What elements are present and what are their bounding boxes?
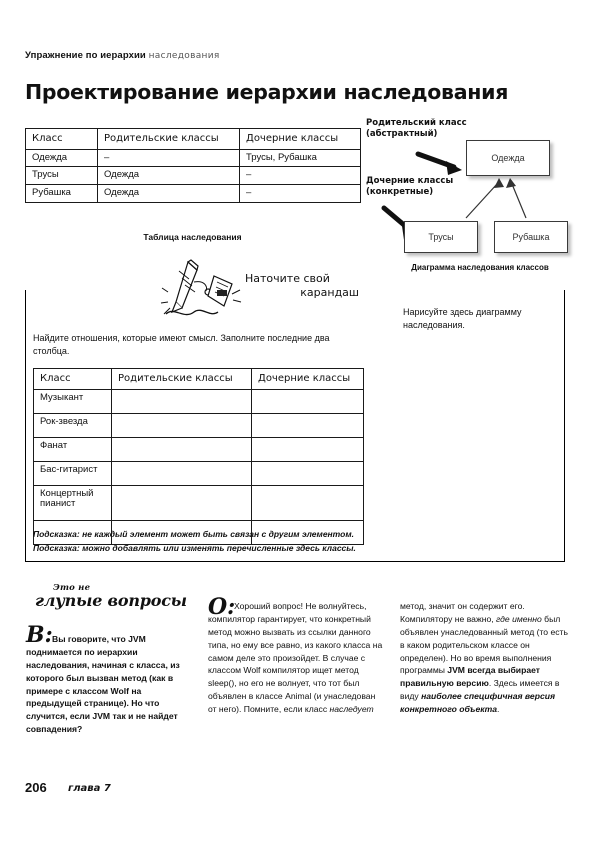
diagram-annotation-parent [366,118,467,141]
answer-part-3-end: . [497,704,500,715]
table-row [34,461,364,485]
answer-part-3-pre: Компилятору не важно, [400,613,497,624]
table-row [34,389,364,413]
cell-parents-blank[interactable] [112,461,252,485]
cell-class: Бас-гитарист [34,461,112,485]
question-body: Вы говорите, что JVM поднимается по иерархии наследования, начиная с класса, из которого был вызван метод (как в примере с классом Wolf на предыдущей странице). Но что случится, если JVM так и не найдет совпадения? [26,634,180,735]
running-head-hand: наследования [148,51,220,61]
cell-class: Одежда [26,149,98,167]
table-row [34,437,364,461]
answer-part-1-italic: наследует [329,704,374,715]
table-header-row [34,369,364,390]
column-header-class: Класс [34,369,112,390]
cell-class: Музыкант [34,389,112,413]
running-head [25,50,220,61]
cell-class: Трусы [26,167,98,185]
table-row [34,485,364,520]
cell-children: – [240,167,361,185]
annotation-child-line2: (конкретные) [366,187,434,198]
annotation-child-line1: Дочерние классы [366,176,454,186]
sharpen-line-1: Наточите свой [245,272,330,285]
diagram-node-child-right: Рубашка [494,221,568,253]
answer-part-1 [208,600,383,716]
cell-children: – [240,185,361,203]
answer-part-2: метод, значит он содержит его. [400,601,525,611]
answer-part-3-italic: где именно [496,613,542,624]
table-row [26,149,361,167]
cell-children-blank[interactable] [252,461,364,485]
diagram-annotation-children [366,176,453,199]
dumb-questions-heading [35,583,235,610]
column-header-class: Класс [26,129,98,150]
cell-class: Фанат [34,437,112,461]
question-text [26,633,186,736]
sharpen-your-pencil-label [245,272,365,300]
cell-parents-blank[interactable] [112,389,252,413]
cell-children-blank[interactable] [252,413,364,437]
cell-children: Трусы, Рубашка [240,149,361,167]
column-header-children: Дочерние классы [240,129,361,150]
table-row [26,167,361,185]
inheritance-table-caption: Таблица наследования [143,232,242,242]
cell-children-blank[interactable] [252,485,364,520]
cell-parents: – [98,149,240,167]
draw-diagram-prompt: Нарисуйте здесь диаграмму наследования. [403,307,522,331]
cell-parents-blank[interactable] [112,413,252,437]
annotation-parent-line1: Родительский класс [366,118,467,128]
cell-parents-blank[interactable] [112,437,252,461]
inheritance-table-example [25,128,361,203]
diagram-node-child-left: Трусы [404,221,478,253]
cell-parents: Одежда [98,185,240,203]
answer-text-column-2 [400,600,572,716]
hint-1: Подсказка: не каждый элемент может быть связан с другим элементом. [33,529,354,539]
class-inheritance-diagram [366,118,594,258]
column-header-children: Дочерние классы [252,369,364,390]
question-glyph: В: [26,622,53,648]
answer-text-column-1 [208,600,383,716]
cell-parents: Одежда [98,167,240,185]
annotation-parent-line2: (абстрактный) [366,129,438,140]
diagram-node-parent: Одежда [466,140,550,176]
answer-part-3-post: . Здесь имеется в виду [400,678,560,702]
cell-class: Рубашка [26,185,98,203]
inheritance-table-worksheet[interactable] [33,368,364,545]
table-row [26,185,361,203]
page-number: 206 [25,780,47,795]
answer-part-3-mid: был объявлен унаследованный метод (то есть в каком родительском классе он определен). Но во время выполнения программы [400,613,568,676]
sharpen-line-2: карандаш [300,285,359,299]
column-header-parents: Родительские классы [98,129,240,150]
cell-parents-blank[interactable] [112,485,252,520]
exercise-instructions: Найдите отношения, которые имеют смысл. Заполните последние два столбца. [33,333,330,357]
running-head-bold: Упражнение по иерархии [25,50,146,61]
dumb-questions-heading-big: глупые вопросы [35,591,187,610]
dumb-questions-heading-small: Это не [53,583,91,593]
cell-children-blank[interactable] [252,389,364,413]
answer-part-3-bold: JVM всегда выбирает правильную версию [400,665,540,689]
answer-part-3-bolditalic: наиболее специфичная версия конкретного объекта [400,691,556,715]
answer-part-1-text: Хороший вопрос! Не волнуйтесь, компилятор гарантирует, что конкретный метод можно вызвать из ссылки данного типа, но ему все равно, из какого класса на самом деле это произойдет. В случае с классом Wolf компилятор ищет метод sleep(), но его не волнует, что тот был объявлен в классе Animal (и унаследован от него). Помните, если класс [208,601,383,715]
table-row [34,413,364,437]
cell-class: Рок-звезда [34,413,112,437]
cell-class: Концертный пианист [34,485,112,520]
table-header-row [26,129,361,150]
exercise-hints [33,528,393,555]
hint-2: Подсказка: можно добавлять или изменять перечисленные здесь классы. [33,542,356,553]
page-title: Проектирование иерархии наследования [25,80,509,104]
cell-children-blank[interactable] [252,437,364,461]
column-header-parents: Родительские классы [112,369,252,390]
class-diagram-caption: Диаграмма наследования классов [411,263,549,272]
answer-glyph: О: [208,594,236,620]
chapter-label: глава 7 [68,783,111,794]
